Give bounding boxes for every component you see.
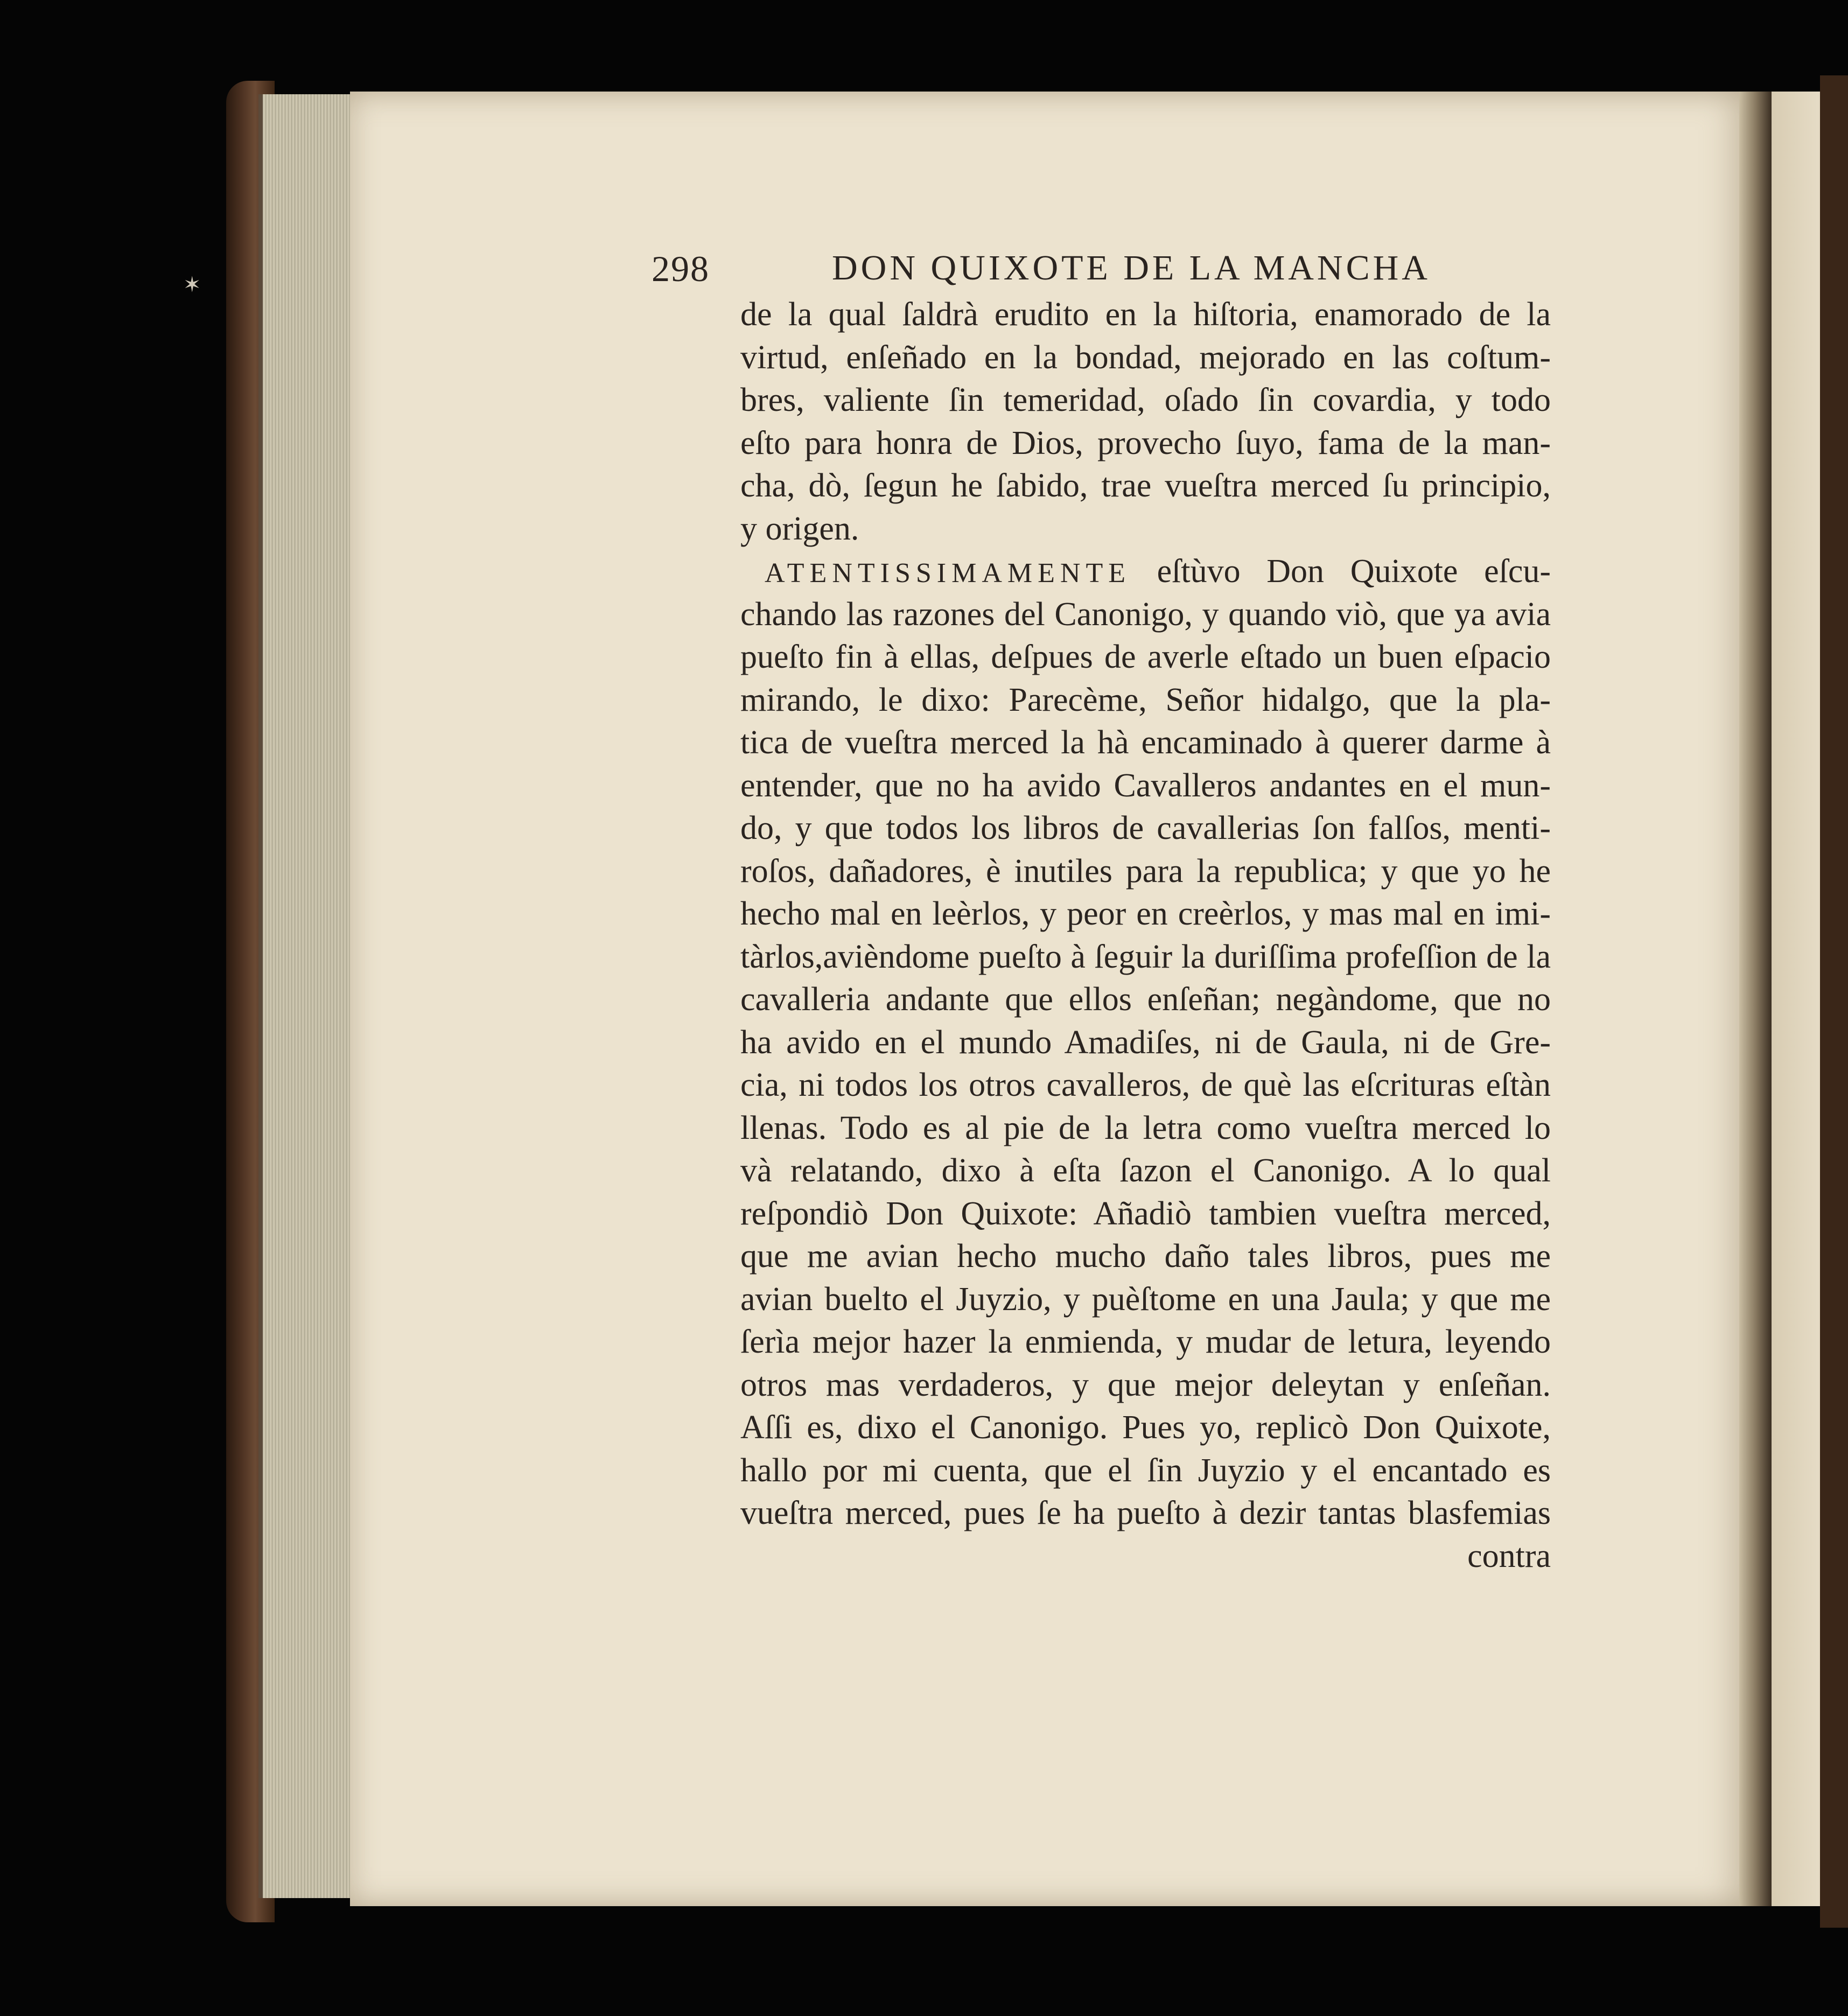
text-line: cha, dò, ſegun he ſabido, trae vueſtra merced ſu principio, (740, 467, 1551, 504)
text-line: roſos, dañadores, è inutiles para la republica; y que yo he (740, 852, 1551, 890)
running-head: DON QUIXOTE DE LA MANCHA (832, 248, 1431, 288)
text-line: vueſtra merced, pues ſe ha pueſto à dezir tantas blasfemias (740, 1495, 1551, 1531)
text-line: và relatando, dixo à eſta ſazon el Canonigo. A lo qual (740, 1152, 1551, 1189)
text-line: tica de vueſtra merced la hà encaminado à querer darme à (740, 724, 1551, 761)
text-line: eſto para honra de Dios, provecho ſuyo, fama de la man- (740, 424, 1551, 461)
text-line: chando las razones del Canonigo, y quando viò, que ya avia (740, 596, 1551, 633)
text-line: pueſto fin à ellas, deſpues de averle eſtado un buen eſpacio (740, 639, 1551, 675)
gutter-shadow (1739, 92, 1772, 1906)
text-line: que me avian hecho mucho daño tales libros, pues me (740, 1238, 1551, 1275)
text-line: otros mas verdaderos, y que mejor deleytan y enſeñan. (740, 1366, 1551, 1403)
catchword: contra (1467, 1537, 1551, 1574)
text-line: ſerìa mejor hazer la enmienda, y mudar de letura, leyendo (740, 1324, 1551, 1360)
text-line: hecho mal en leèrlos, y peor en creèrlos, y mas mal en imi- (740, 895, 1551, 932)
text-line: reſpondiò Don Quixote: Añadiò tambien vueſtra merced, (740, 1195, 1551, 1232)
text-line: y origen. (740, 510, 859, 547)
text-line: do, y que todos los libros de cavallerias ſon falſos, menti- (740, 810, 1551, 846)
text-line: mirando, le dixo: Parecème, Señor hidalgo, que la pla- (740, 681, 1551, 718)
text-line: ha avido en el mundo Amadiſes, ni de Gaula, ni de Gre- (740, 1024, 1551, 1061)
text-line: tàrlos,avièndome pueſto à ſeguir la duriſſima profeſſion de la (740, 938, 1551, 975)
body-text (740, 293, 1551, 1578)
text-line: cia, ni todos los otros cavalleros, de què las eſcrituras eſtàn (740, 1067, 1551, 1103)
page-edges (258, 94, 357, 1898)
text-line: cavalleria andante que ellos enſeñan; negàndome, que no (740, 981, 1551, 1018)
text-line: entender, que no ha avido Cavalleros andantes en el mun- (740, 767, 1551, 804)
paragraph-first-line-rest: eſtùvo Don Quixote eſcu- (1157, 553, 1551, 590)
paragraph-lead-word: ATENTISSIMAMENTE (765, 558, 1131, 589)
text-line: avian buelto el Juyzio, y puèſtome en una Jaula; y que me (740, 1280, 1551, 1318)
text-line: hallo por mi cuenta, que el ſin Juyzio y el encantado es (740, 1452, 1551, 1489)
text-line: virtud, enſeñado en la bondad, mejorado en las coſtum- (740, 339, 1551, 376)
book-cover-right (1820, 75, 1848, 1928)
page-number: 298 (652, 248, 710, 289)
page-header (652, 248, 1556, 296)
margin-mark: ✶ (183, 272, 201, 297)
text-line: llenas. Todo es al pie de la letra como vueſtra merced lo (740, 1109, 1551, 1146)
text-line: de la qual ſaldrà erudito en la hiſtoria, enamorado de la (740, 296, 1551, 333)
text-line: Aſſi es, dixo el Canonigo. Pues yo, replicò Don Quixote, (740, 1409, 1551, 1446)
text-line: bres, valiente ſin temeridad, oſado ſin covardia, y todo (740, 382, 1551, 418)
paragraph-first-line (740, 550, 1551, 593)
